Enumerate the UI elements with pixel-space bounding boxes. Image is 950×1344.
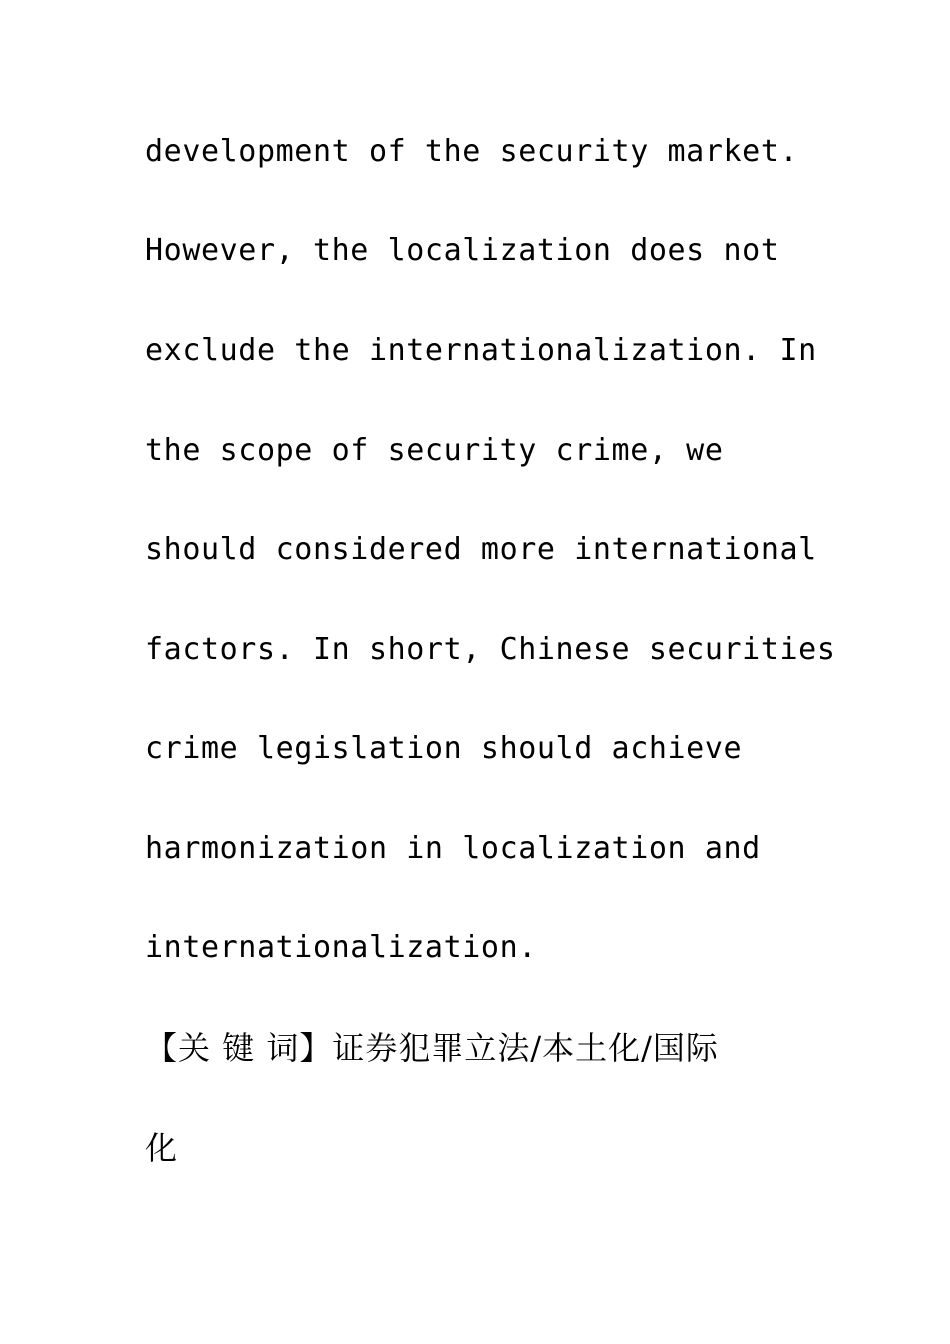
abstract-line-1: development of the security market. (145, 134, 799, 169)
abstract-line-3: exclude the internationalization. In (145, 333, 817, 368)
abstract-line-5: should considered more international (145, 532, 817, 567)
abstract-line-7: crime legislation should achieve (145, 731, 743, 766)
abstract-line-8: harmonization in localization and (145, 831, 761, 866)
abstract-line-2: However, the localization does not (145, 233, 780, 268)
abstract-line-4: the scope of security crime, we (145, 433, 724, 468)
abstract-line-9: internationalization. (145, 930, 537, 965)
keywords-line-2: 化 (145, 1129, 179, 1167)
keywords-line-1: 【关 键 词】证券犯罪立法/本土化/国际 (145, 1029, 719, 1067)
abstract-line-6: factors. In short, Chinese securities (145, 632, 836, 667)
